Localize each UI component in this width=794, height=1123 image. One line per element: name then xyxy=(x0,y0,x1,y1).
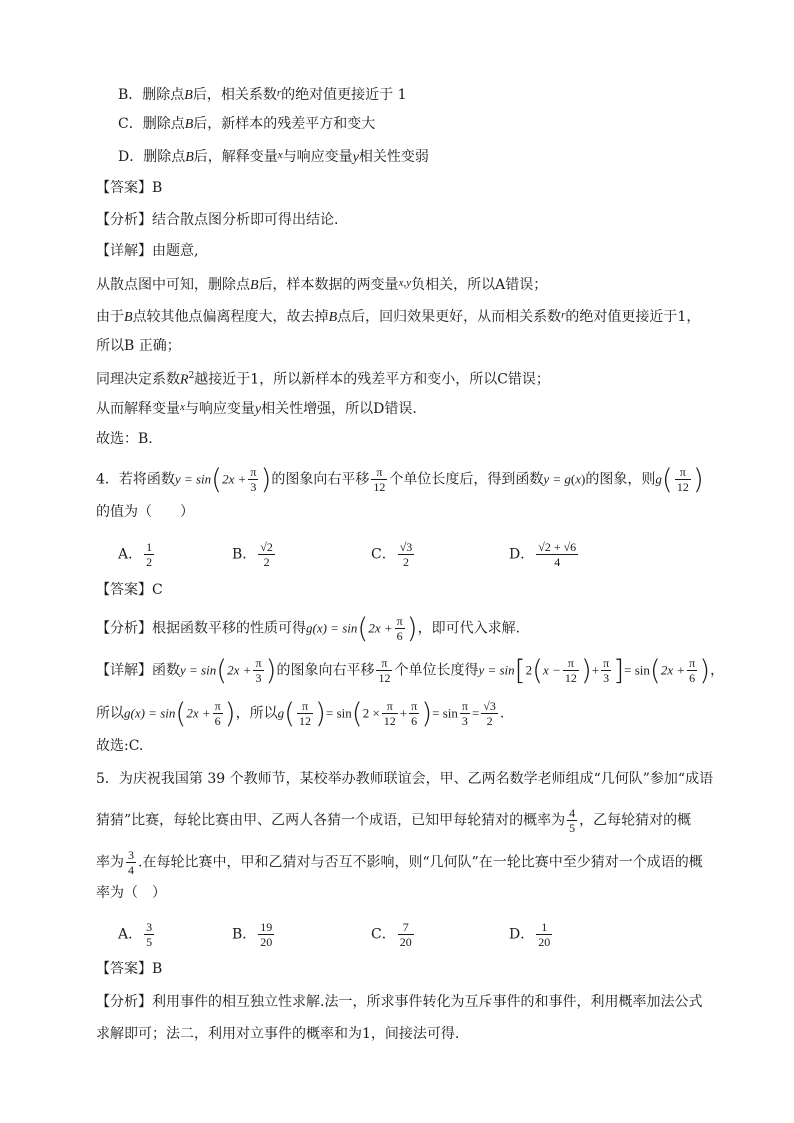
q4-option-d: D． $\frac{√2 + √6}{4}$ xyxy=(509,540,577,569)
q5-option-c: C． $\frac{7}{20}$ xyxy=(371,920,412,949)
q3-option-d: D．删除点B后，解释变量$^x$与响应变量y相关性变弱 xyxy=(118,149,429,165)
q4-detail: 【详解】函数y = sin(2x + $\frac{\pi}{3}$ )的图象向右平移 $\frac{\pi}{12}$ 个单位长度得y = sin[2(x − $\frac{\pi}{12}$ )+ $\frac{\pi}{3}$ ]= sin(2x + $\frac{\pi}{6}$ )， xyxy=(96,653,725,687)
q4-answer: 【答案】C xyxy=(96,582,163,598)
q4-detail-line2: 所以g(x) = sin(2x + $\frac{\pi}{6}$ )，所以g( $\frac{\pi}{12}$ )= sin(2 × $\frac{\pi}{12}$ + $\frac{\pi}{6}$ )= sin $\frac{\pi}{3}$ = $\frac{√3}{2}$ . xyxy=(96,696,505,730)
q5-stem-line3: 率为 $\frac{3}{4}$ .在每轮比赛中，甲和乙猜对与否互不影响，则“几何队”在一轮比赛中至少猜对一个成语的概 xyxy=(96,848,703,877)
q3-detail-line: 同理决定系数$R^2$越接近于1，所以新样本的残差平方和变小，所以C错误； xyxy=(96,371,550,388)
q4-option-a: A． $\frac{1}{2}$ xyxy=(118,540,153,569)
q5-analysis-line2: 求解即可；法二，利用对立事件的概率和为1，间接法可得. xyxy=(96,1026,460,1042)
q5-option-a: A． $\frac{3}{5}$ xyxy=(118,920,153,949)
q4-analysis: 【分析】根据函数平移的性质可得g(x) = sin(2x + $\frac{\pi}{6}$ )，即可代入求解. xyxy=(96,611,521,645)
analysis-tag: 【分析】 xyxy=(96,620,152,637)
analysis-tag: 【分析】 xyxy=(96,994,152,1010)
q4-option-b: B． $\frac{√2}{2}$ xyxy=(232,540,273,569)
q5-stem-line1: 5．为庆祝我国第 39 个教师节，某校举办教师联谊会，甲、乙两名数学老师组成“几何队”参加“成语 xyxy=(96,771,714,787)
q5-stem-line4: 率为（ ） xyxy=(96,885,166,901)
q4-stem-line2: 的值为（ ） xyxy=(96,504,194,520)
q3-option-c: C．删除点B后，新样本的残差平方和变大 xyxy=(118,116,376,132)
q3-detail-line: 从散点图中可知，删除点B后，样本数据的两变量$^{x,y}$负相关，所以A错误； xyxy=(96,277,548,293)
q3-detail-line: 由于B点较其他点偏离程度大，故去掉B点后，回归效果更好，从而相关系数$^r$的绝对值更接近于1， xyxy=(96,309,701,325)
q3-answer: 【答案】B xyxy=(96,180,163,196)
analysis-tag: 【分析】 xyxy=(96,212,152,228)
q5-analysis: 【分析】利用事件的相互独立性求解.法一，所求事件转化为互斥事件的和事件，利用概率加法公式 xyxy=(96,994,703,1010)
q5-option-d: D． $\frac{1}{20}$ xyxy=(509,920,551,949)
answer-tag: 【答案】 xyxy=(96,582,152,598)
q3-analysis: 【分析】结合散点图分析即可得出结论. xyxy=(96,212,339,228)
q3-option-b: B．删除点B后，相关系数$^r$的绝对值更接近于 1 xyxy=(118,87,407,103)
q3-detail: 【详解】由题意, xyxy=(96,243,199,259)
q3-choose: 故选：B. xyxy=(96,431,153,447)
detail-tag: 【详解】 xyxy=(96,243,152,259)
detail-tag: 【详解】 xyxy=(96,662,152,679)
q4-stem: 4．若将函数y = sin(2x + $\frac{\pi}{3}$ )的图象向右平移 $\frac{\pi}{12}$ 个单位长度后，得到函数y = g(x)的图象，则g( $\frac{\pi}{12}$ ) xyxy=(96,462,704,496)
q5-answer: 【答案】B xyxy=(96,961,163,977)
answer-tag: 【答案】 xyxy=(96,180,152,196)
answer-tag: 【答案】 xyxy=(96,961,152,977)
q5-option-b: B． $\frac{19}{20}$ xyxy=(232,920,273,949)
q5-stem-line2: 猜猜”比赛，每轮比赛由甲、乙两人各猜一个成语，已知甲每轮猜对的概率为 $\frac{4}{5}$ ，乙每轮猜对的概 xyxy=(96,806,692,835)
q4-choose: 故选:C. xyxy=(96,738,144,754)
q4-option-c: C． $\frac{√3}{2}$ xyxy=(371,540,413,569)
q3-detail-line: 从而解释变量$^x$与响应变量y相关性增强，所以D错误. xyxy=(96,401,417,417)
q3-detail-line: 所以B 正确； xyxy=(96,338,181,354)
